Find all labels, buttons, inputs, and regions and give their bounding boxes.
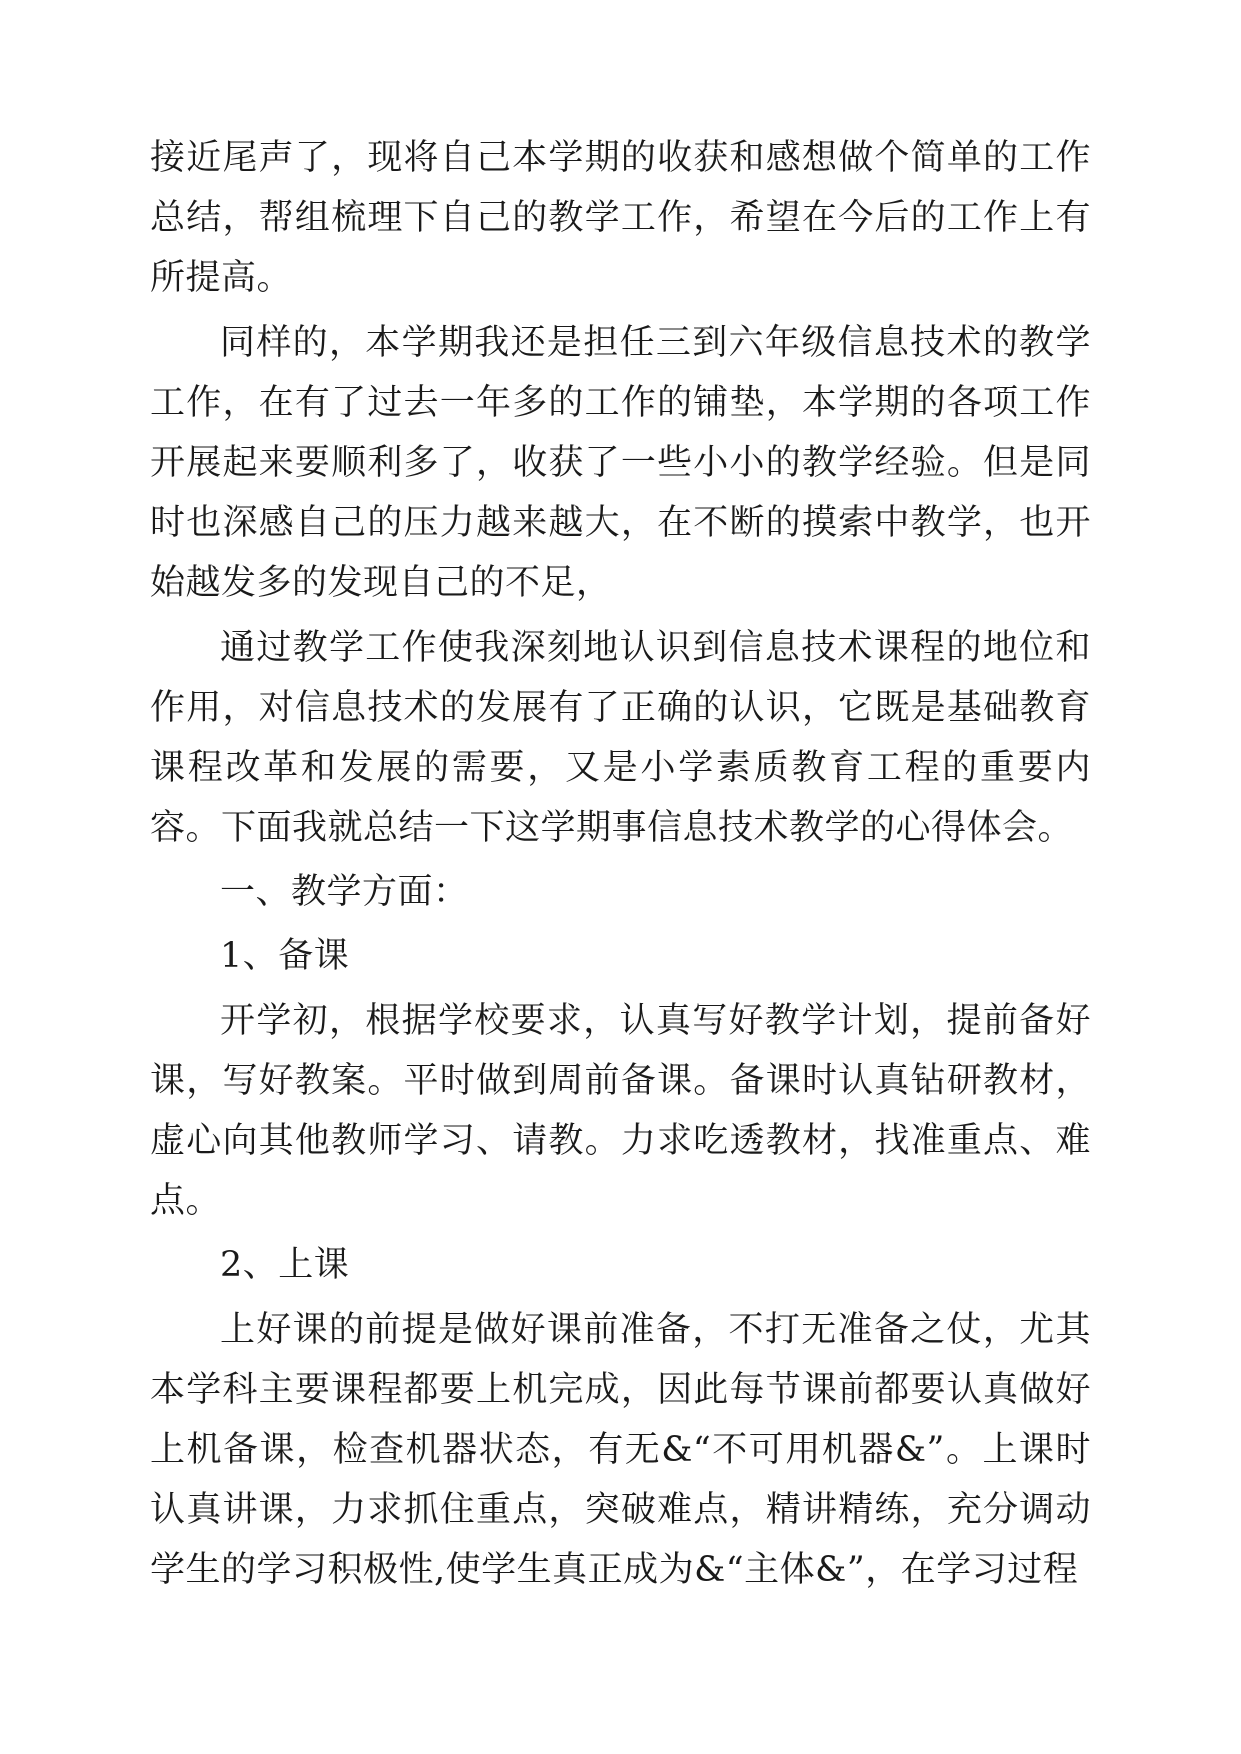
paragraph: 接近尾声了，现将自己本学期的收获和感想做个简单的工作总结，帮组梳理下自己的教学工作，希望在今后的工作上有所提高。 — [150, 138, 1091, 299]
paragraph: 通过教学工作使我深刻地认识到信息技术课程的地位和作用，对信息技术的发展有了正确的认识，它既是基础教育课程改革和发展的需要，又是小学素质教育工程的重要内容。下面我就总结一下这学期事信息技术教学的心得体会。 — [150, 627, 1091, 849]
document-body — [150, 128, 1091, 1601]
paragraph: 同样的，本学期我还是担任三到六年级信息技术的教学工作，在有了过去一年多的工作的铺垫，本学期的各项工作开展起来要顺利多了，收获了一些小小的教学经验。但是同时也深感自己的压力越来越大，在不断的摸索中教学，也开始越发多的发现自己的不足， — [150, 322, 1091, 604]
paragraph: 开学初，根据学校要求，认真写好教学计划，提前备好课，写好教案。平时做到周前备课。备课时认真钻研教材，虚心向其他教师学习、请教。力求吃透教材，找准重点、难点。 — [150, 1000, 1091, 1222]
paragraph: 上好课的前提是做好课前准备，不打无准备之仗，尤其本学科主要课程都要上机完成，因此每节课前都要认真做好上机备课，检查机器状态，有无&“不可用机器&”。上课时认真讲课，力求抓住重点，突破难点，精讲精练，充分调动学生的学习积极性,使学生真正成为&“主体&”，在学习过程 — [150, 1309, 1091, 1591]
paragraph-heading-teaching: 一、教学方面： — [220, 872, 469, 913]
paragraph-subheading-lesson-prep: 1、备课 — [220, 936, 350, 977]
paragraph-subheading-class: 2、上课 — [220, 1245, 350, 1286]
